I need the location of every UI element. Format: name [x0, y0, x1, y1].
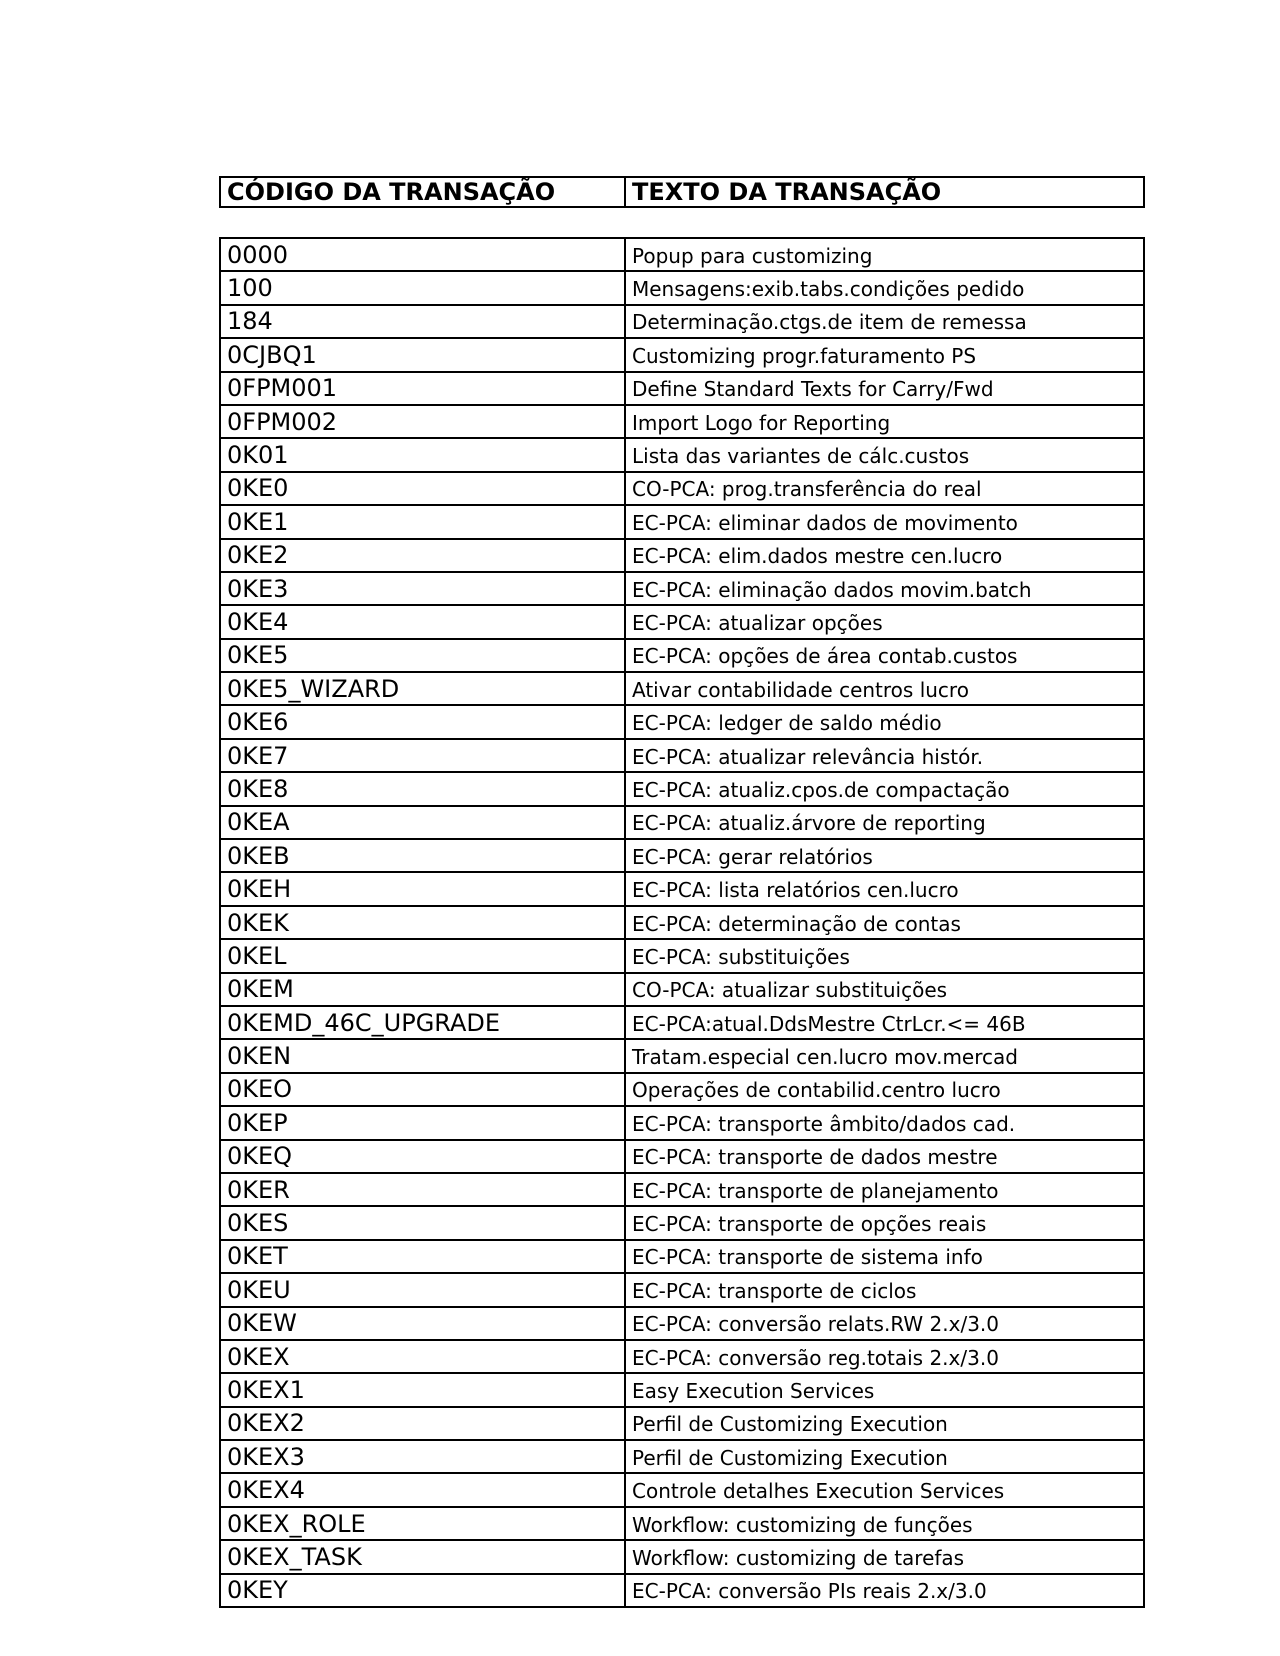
table-row [220, 438, 1144, 471]
transaction-text: EC-PCA: atualiz.cpos.de compactação [625, 772, 1144, 805]
transaction-code: 0KEO [220, 1073, 625, 1106]
transaction-text: EC-PCA: transporte de ciclos [625, 1273, 1144, 1306]
transaction-code: 0KEM [220, 973, 625, 1006]
table-row [220, 1073, 1144, 1106]
transaction-code: 0KEX2 [220, 1407, 625, 1440]
transaction-code: 0KE5_WIZARD [220, 672, 625, 705]
transaction-text: Easy Execution Services [625, 1373, 1144, 1406]
table-row [220, 1540, 1144, 1573]
table-row [220, 1407, 1144, 1440]
transaction-text: CO-PCA: prog.transferência do real [625, 472, 1144, 505]
table-row [220, 605, 1144, 638]
transaction-text: EC-PCA: atualizar relevância histór. [625, 739, 1144, 772]
table-row [220, 872, 1144, 905]
header-code-label: CÓDIGO DA TRANSAÇÃO [220, 177, 625, 207]
transaction-table [219, 237, 1145, 1608]
table-row [220, 1273, 1144, 1306]
transaction-code: 0KEA [220, 806, 625, 839]
transaction-text: EC-PCA: atualizar opções [625, 605, 1144, 638]
transaction-text: EC-PCA: transporte de planejamento [625, 1173, 1144, 1206]
transaction-text: EC-PCA: transporte de dados mestre [625, 1140, 1144, 1173]
transaction-text: Perfil de Customizing Execution [625, 1440, 1144, 1473]
transaction-text: EC-PCA: eliminação dados movim.batch [625, 572, 1144, 605]
transaction-code: 100 [220, 271, 625, 304]
table-row [220, 1173, 1144, 1206]
transaction-code: 0KE0 [220, 472, 625, 505]
transaction-text: CO-PCA: atualizar substituições [625, 973, 1144, 1006]
table-row [220, 1140, 1144, 1173]
transaction-code: 0KEX1 [220, 1373, 625, 1406]
table-row [220, 405, 1144, 438]
transaction-code: 0KEX3 [220, 1440, 625, 1473]
transaction-code: 0KEH [220, 872, 625, 905]
transaction-text: EC-PCA: eliminar dados de movimento [625, 505, 1144, 538]
transaction-text: EC-PCA: lista relatórios cen.lucro [625, 872, 1144, 905]
transaction-text: Determinação.ctgs.de item de remessa [625, 305, 1144, 338]
transaction-code: 0K01 [220, 438, 625, 471]
transaction-text: EC-PCA: gerar relatórios [625, 839, 1144, 872]
transaction-code: 0KEY [220, 1574, 625, 1607]
table-row [220, 1340, 1144, 1373]
transaction-text: Import Logo for Reporting [625, 405, 1144, 438]
transaction-text: EC-PCA: elim.dados mestre cen.lucro [625, 539, 1144, 572]
transaction-code: 0KES [220, 1206, 625, 1239]
table-row [220, 372, 1144, 405]
transaction-code: 0KEU [220, 1273, 625, 1306]
table-row [220, 939, 1144, 972]
header-row [220, 177, 1144, 207]
transaction-code: 0000 [220, 238, 625, 271]
transaction-code: 0KEW [220, 1307, 625, 1340]
transaction-code: 0KE3 [220, 572, 625, 605]
header-table [219, 176, 1145, 208]
table-row [220, 1473, 1144, 1506]
table-row [220, 806, 1144, 839]
transaction-text: Lista das variantes de cálc.custos [625, 438, 1144, 471]
table-row [220, 1307, 1144, 1340]
table-row [220, 1373, 1144, 1406]
table-row [220, 472, 1144, 505]
table-row [220, 672, 1144, 705]
transaction-code: 0KEP [220, 1106, 625, 1139]
transaction-code: 0KEL [220, 939, 625, 972]
transaction-code: 0KEX [220, 1340, 625, 1373]
transaction-text: Customizing progr.faturamento PS [625, 338, 1144, 371]
table-row [220, 639, 1144, 672]
transaction-text: EC-PCA: conversão reg.totais 2.x/3.0 [625, 1340, 1144, 1373]
transaction-code: 0CJBQ1 [220, 338, 625, 371]
table-row [220, 839, 1144, 872]
transaction-text: Controle detalhes Execution Services [625, 1473, 1144, 1506]
table-row [220, 1240, 1144, 1273]
transaction-code: 0KEQ [220, 1140, 625, 1173]
transaction-text: Workflow: customizing de funções [625, 1507, 1144, 1540]
transaction-code: 0KE5 [220, 639, 625, 672]
transaction-text: EC-PCA: conversão relats.RW 2.x/3.0 [625, 1307, 1144, 1340]
table-row [220, 705, 1144, 738]
transaction-text: EC-PCA: atualiz.árvore de reporting [625, 806, 1144, 839]
transaction-text: Operações de contabilid.centro lucro [625, 1073, 1144, 1106]
transaction-code: 0KE2 [220, 539, 625, 572]
transaction-text: EC-PCA: substituições [625, 939, 1144, 972]
transaction-code: 0KE8 [220, 772, 625, 805]
transaction-text: EC-PCA: conversão PIs reais 2.x/3.0 [625, 1574, 1144, 1607]
transaction-text: EC-PCA: ledger de saldo médio [625, 705, 1144, 738]
transaction-code: 0KEMD_46C_UPGRADE [220, 1006, 625, 1039]
transaction-code: 0KE4 [220, 605, 625, 638]
transaction-code: 0KE1 [220, 505, 625, 538]
transaction-code: 0KER [220, 1173, 625, 1206]
transaction-code: 0KEB [220, 839, 625, 872]
table-row [220, 1106, 1144, 1139]
transaction-code: 0KEK [220, 906, 625, 939]
transaction-code: 0FPM002 [220, 405, 625, 438]
table-row [220, 906, 1144, 939]
table-row [220, 305, 1144, 338]
transaction-text: Tratam.especial cen.lucro mov.mercad [625, 1039, 1144, 1072]
table-row [220, 539, 1144, 572]
transaction-text: Mensagens:exib.tabs.condições pedido [625, 271, 1144, 304]
transaction-code: 0KET [220, 1240, 625, 1273]
header-text-label: TEXTO DA TRANSAÇÃO [625, 177, 1144, 207]
table-row [220, 772, 1144, 805]
table-row [220, 1507, 1144, 1540]
transaction-rows [220, 238, 1144, 1607]
transaction-text: Popup para customizing [625, 238, 1144, 271]
table-row [220, 1206, 1144, 1239]
table-row [220, 1039, 1144, 1072]
transaction-text: EC-PCA: transporte de sistema info [625, 1240, 1144, 1273]
transaction-text: EC-PCA: transporte de opções reais [625, 1206, 1144, 1239]
table-row [220, 739, 1144, 772]
transaction-text: EC-PCA: transporte âmbito/dados cad. [625, 1106, 1144, 1139]
transaction-text: Define Standard Texts for Carry/Fwd [625, 372, 1144, 405]
transaction-text: Workflow: customizing de tarefas [625, 1540, 1144, 1573]
transaction-code: 0KEX_TASK [220, 1540, 625, 1573]
table-row [220, 1574, 1144, 1607]
transaction-text: EC-PCA: opções de área contab.custos [625, 639, 1144, 672]
transaction-code: 0KEN [220, 1039, 625, 1072]
transaction-text: Ativar contabilidade centros lucro [625, 672, 1144, 705]
transaction-code: 0KE7 [220, 739, 625, 772]
table-row [220, 238, 1144, 271]
transaction-code: 184 [220, 305, 625, 338]
transaction-text: EC-PCA:atual.DdsMestre CtrLcr.<= 46B [625, 1006, 1144, 1039]
table-row [220, 338, 1144, 371]
table-row [220, 1440, 1144, 1473]
transaction-code: 0FPM001 [220, 372, 625, 405]
transaction-code: 0KE6 [220, 705, 625, 738]
transaction-text: Perfil de Customizing Execution [625, 1407, 1144, 1440]
transaction-text: EC-PCA: determinação de contas [625, 906, 1144, 939]
table-row [220, 572, 1144, 605]
table-row [220, 1006, 1144, 1039]
table-row [220, 271, 1144, 304]
transaction-code: 0KEX_ROLE [220, 1507, 625, 1540]
table-row [220, 973, 1144, 1006]
table-row [220, 505, 1144, 538]
transaction-code: 0KEX4 [220, 1473, 625, 1506]
